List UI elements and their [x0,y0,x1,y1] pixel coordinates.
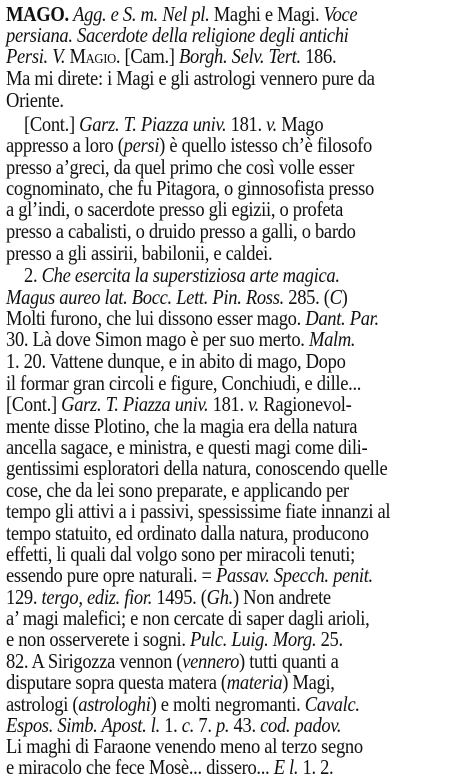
italic-text: Bocc. Lett. Pin. Ross. [131,287,284,309]
text-run: 1. 20. Vattene dunque, e in abito di mago, Dopo [6,351,346,373]
text-run: tempo gli attivi a i passivi, spessissime fiate innanzi al [6,501,391,523]
italic-text: Borgh. Selv. Tert. [178,46,301,68]
italic-text: materia [226,672,283,694]
text-line [6,715,341,737]
text-run: cognominato, che fu Pitagora, o ginnosofista presso [6,178,374,200]
italic-text: Dant. Par. [305,308,379,330]
text-line [6,135,372,157]
text-run: 1. 2. [298,757,334,779]
text-run: disputare sopra questa matera ( [6,672,227,694]
text-line [6,694,360,716]
text-run: Ma mi direte: i Magi e gli astrologi vennero pure da [6,68,375,90]
text-run: 186. [300,46,337,68]
text-line [6,608,369,630]
text-run: 1495. ( [152,587,207,609]
text-line [6,651,338,673]
text-line [6,757,333,779]
text-run: gentissimi esploratori della natura, conoscendo quelle [6,458,388,480]
text-run: Molti furono, che lui dissono esser mago. [6,308,306,330]
text-line [6,243,272,265]
text-run: Mago [276,114,324,136]
text-run: effetti, li quali dal volgo sono per miracoli tenuti; [6,544,355,566]
italic-text: Nel pl. [162,4,210,26]
text-run: 82. A Sirigozza vennon ( [6,651,183,673]
italic-text: Gh. [206,587,234,609]
text-run: presso a cabalisti, o druido presso a galli, o bardo [6,221,356,243]
italic-text: Pulc. Luig. Morg. [190,629,317,651]
italic-text: persiana. Sacerdote della religione degli antichi [6,25,349,47]
text-run: ) è quello istesso ch’è filosofo [159,135,372,157]
text-run: essendo pure opre naturali. = [6,565,216,587]
italic-text: vennero [182,651,240,673]
text-line [6,587,331,609]
italic-text: v. [248,394,259,416]
dictionary-entry [6,2,462,779]
text-run: 25. [316,629,343,651]
text-line [6,523,369,545]
text-run: 1. [159,715,182,737]
italic-text: Voce [323,4,358,26]
text-run: ) Magi, [282,672,335,694]
text-run: ) Non andrete [233,587,331,609]
text-run: presso a gli assirii, babilonii, e caldei. [6,243,273,265]
italic-text: Agg. e S. m. [73,4,158,26]
text-run: Oriente. [6,90,64,112]
italic-text: Garz. T. Piazza univ. [61,394,209,416]
text-line [6,287,348,309]
text-run: 181. [208,394,249,416]
text-line [6,46,336,68]
italic-text: Persi. [6,46,48,68]
text-run: Ragionevol- [258,394,352,416]
text-run: ) e molti negromanti. [150,694,305,716]
text-run: a’ magi malefici; e non cercate di saper dagli arioli, [6,608,370,630]
text-line [6,308,379,330]
text-line [6,68,375,90]
italic-text: Che esercita la superstiziosa arte magica. [41,265,340,287]
italic-text: E l. [273,757,299,779]
text-run: 129. [6,587,42,609]
text-run: ) tutti quanti a [239,651,339,673]
text-run: tempo statuito, ed ordinato dalla natura, producono [6,523,369,545]
text-run: cose, che da lei sono preparate, e applicando per [6,480,349,502]
text-run: ancella sagace, e ministra, e questi magi come dili- [6,437,368,459]
text-run: [Cont.] [24,114,80,136]
text-line [6,565,373,587]
italic-text: V. [52,46,66,68]
italic-text: C [329,287,342,309]
italic-text: v. [266,114,277,136]
text-line [6,199,343,221]
text-line [6,178,374,200]
text-line [6,90,64,112]
italic-text: Espos. Simb. Apost. l. [6,715,160,737]
italic-text: Garz. T. Piazza univ. [79,114,227,136]
italic-text: tergo, ediz. fior. [41,587,153,609]
italic-text: Cavalc. [304,694,360,716]
text-line [6,4,357,26]
text-line [24,114,323,136]
text-line [6,373,361,395]
text-run: 285. ( [283,287,330,309]
text-line [6,629,343,651]
text-run: mente disse Plotino, che la magia era della natura [6,416,358,438]
text-run: 43. [229,715,261,737]
italic-text: Magus aureo lat. [6,287,128,309]
text-line [6,416,357,438]
text-run: Maghi e Magi. [209,4,324,26]
text-run: il formar gran circoli e figure, Conchiudi, e dille... [6,373,362,395]
italic-text: Malm. [308,329,356,351]
text-line [6,329,355,351]
text-run: [Cont.] [6,394,62,416]
text-line [6,25,348,47]
text-run: ) [341,287,348,309]
text-line [6,221,356,243]
text-run: appresso a loro ( [6,135,124,157]
italic-text: c. [181,715,195,737]
text-run: 7. [194,715,216,737]
text-run: 2. [24,265,42,287]
text-run: presso a’greci, da quel primo che così volle esser [6,157,355,179]
text-run: e miracolo che fece Mosè... dissero... [6,757,274,779]
italic-text: persi [123,135,160,157]
text-run: 181. [226,114,267,136]
text-line [6,544,355,566]
text-run: a gl’indi, o sacerdote presso gli egizii, o profeta [6,199,344,221]
text-line [6,394,351,416]
italic-text: Passav. Specch. penit. [215,565,373,587]
text-run: . [Cam.] [115,46,179,68]
text-run: Li maghi di Faraone venendo meno al terzo segno [6,736,363,758]
text-line [6,437,367,459]
text-line [6,501,390,523]
text-line [24,265,340,287]
text-line [6,157,354,179]
text-line [6,458,387,480]
text-line [6,736,363,758]
text-run: e non osserverete i sogni. [6,629,191,651]
text-run: 30. Là dove Simon mago è per suo merto. [6,329,309,351]
italic-text: astrologhi [78,694,151,716]
italic-text: cod. padov. [260,715,342,737]
text-run: astrologi ( [6,694,79,716]
text-line [6,480,349,502]
headword: MAGO. [6,4,69,26]
text-line [6,672,335,694]
small-caps-reference: Magio [69,46,116,68]
text-line [6,351,346,373]
italic-text: p. [215,715,230,737]
